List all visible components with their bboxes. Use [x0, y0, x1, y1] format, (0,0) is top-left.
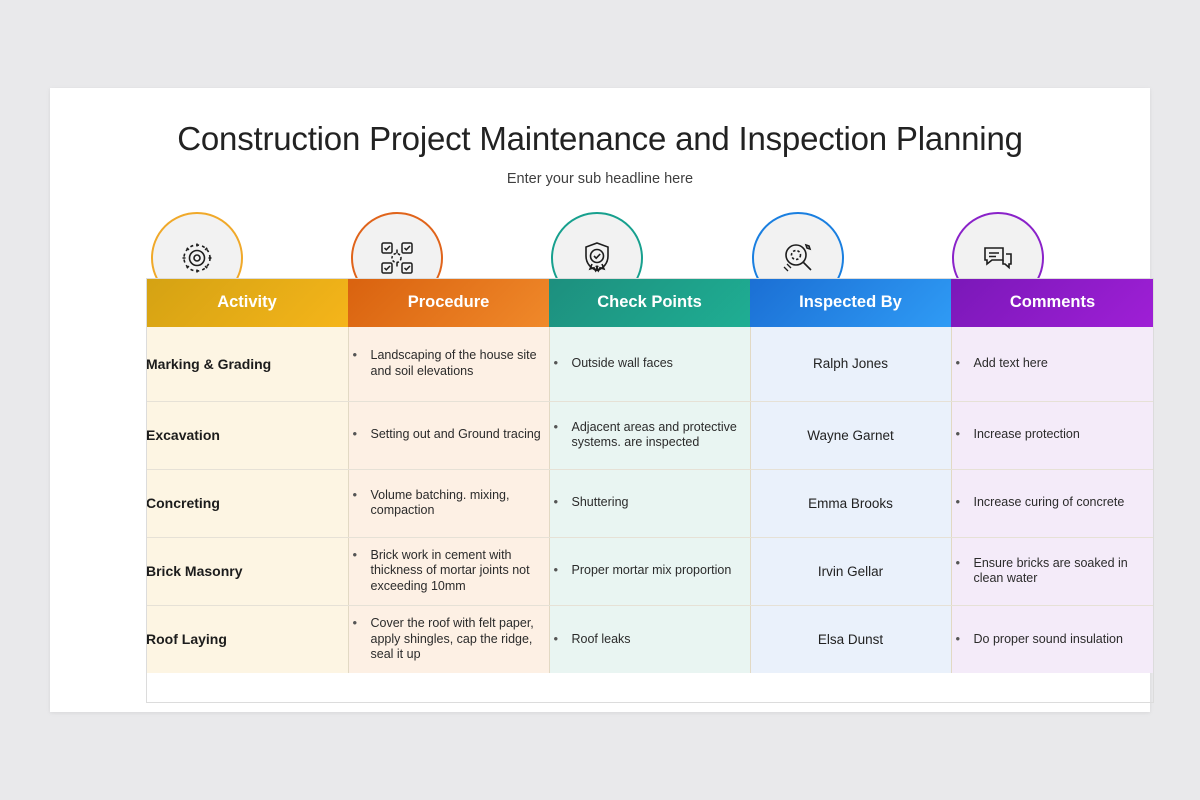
table-row — [146, 605, 1154, 673]
cell-activity: Concreting — [146, 469, 348, 537]
column-header-check-points: Check Points — [549, 278, 750, 327]
bullet-text: • Increase protection — [952, 427, 1155, 443]
bullet-text: • Outside wall faces — [550, 356, 750, 372]
cell-comments — [951, 537, 1154, 605]
cell-activity: Roof Laying — [146, 605, 348, 673]
bullet-text: • Setting out and Ground tracing — [349, 427, 549, 443]
table-header-row — [146, 278, 1154, 327]
cell-comments — [951, 469, 1154, 537]
slide-canvas — [50, 88, 1150, 712]
cell-comments — [951, 605, 1154, 673]
bullet-text: • Do proper sound insulation — [952, 632, 1155, 648]
bullet-text: • Brick work in cement with thickness of mortar joints not exceeding 10mm — [349, 548, 549, 595]
bullet-text: • Landscaping of the house site and soil elevations — [349, 348, 549, 379]
bullet-text: • Shuttering — [550, 495, 750, 511]
table-row — [146, 401, 1154, 469]
bullet-text: • Ensure bricks are soaked in clean water — [952, 556, 1155, 587]
table-row — [146, 537, 1154, 605]
inspection-table — [146, 278, 1154, 673]
cell-check-points — [549, 401, 750, 469]
bullet-text: • Increase curing of concrete — [952, 495, 1155, 511]
slide-title: Construction Project Maintenance and Inspection Planning — [177, 120, 1023, 157]
cell-check-points — [549, 469, 750, 537]
cell-procedure — [348, 605, 549, 673]
table-row — [146, 469, 1154, 537]
cell-inspected-by: Elsa Dunst — [750, 605, 951, 673]
column-header-comments: Comments — [951, 278, 1154, 327]
cell-inspected-by: Emma Brooks — [750, 469, 951, 537]
cell-inspected-by: Irvin Gellar — [750, 537, 951, 605]
cell-comments — [951, 401, 1154, 469]
cell-activity: Excavation — [146, 401, 348, 469]
bullet-text: • Roof leaks — [550, 632, 750, 648]
cell-inspected-by: Ralph Jones — [750, 327, 951, 401]
cell-inspected-by: Wayne Garnet — [750, 401, 951, 469]
cell-procedure — [348, 469, 549, 537]
bullet-text: • Proper mortar mix proportion — [550, 563, 750, 579]
bullet-text: • Volume batching. mixing, compaction — [349, 488, 549, 519]
bullet-text: • Cover the roof with felt paper, apply shingles, cap the ridge, seal it up — [349, 616, 549, 663]
cell-check-points — [549, 605, 750, 673]
table-row — [146, 327, 1154, 401]
cell-comments — [951, 327, 1154, 401]
cell-procedure — [348, 401, 549, 469]
cell-check-points — [549, 537, 750, 605]
cell-activity: Marking & Grading — [146, 327, 348, 401]
cell-procedure — [348, 327, 549, 401]
bullet-text: • Adjacent areas and protective systems. are inspected — [550, 420, 750, 451]
cell-check-points — [549, 327, 750, 401]
column-header-procedure: Procedure — [348, 278, 549, 327]
cell-procedure — [348, 537, 549, 605]
bullet-text: • Add text here — [952, 356, 1155, 372]
column-header-inspected-by: Inspected By — [750, 278, 951, 327]
column-header-activity: Activity — [146, 278, 348, 327]
slide-subtitle: Enter your sub headline here — [506, 171, 694, 187]
cell-activity: Brick Masonry — [146, 537, 348, 605]
